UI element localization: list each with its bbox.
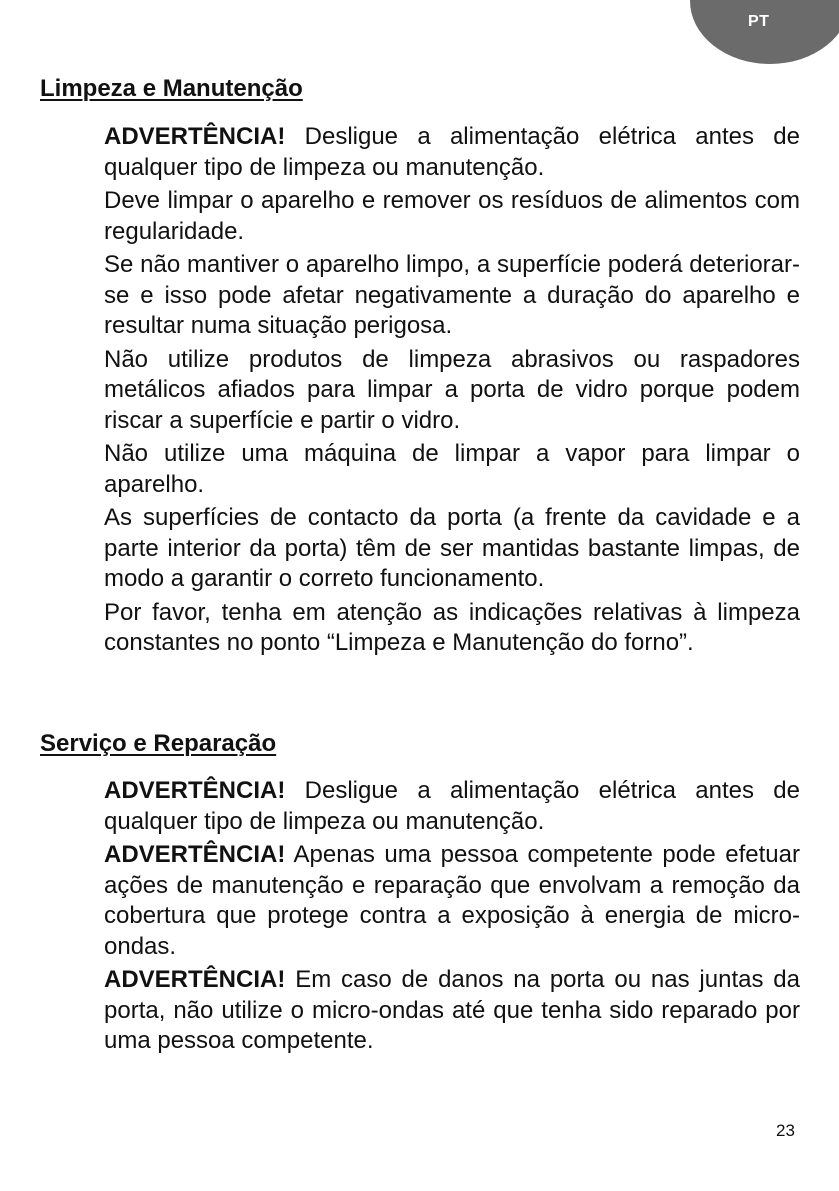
paragraph-text: Desligue a alimentação elétrica antes de qualquer tipo de limpeza ou manutenção.: [104, 777, 800, 835]
paragraph: [104, 345, 800, 437]
section-title-service: Serviço e Reparação: [40, 730, 277, 757]
paragraph: [104, 250, 800, 342]
paragraph: [104, 965, 800, 1057]
paragraph-text: Se não mantiver o aparelho limpo, a superfície poderá deteriorar-se e isso pode afetar negativamente a duração do aparelho e resultar numa situação perigosa.: [104, 251, 800, 339]
warning-label: ADVERTÊNCIA!: [104, 966, 286, 993]
paragraph: [104, 840, 800, 962]
paragraph-text: Por favor, tenha em atenção as indicações relativas à limpeza constantes no ponto “Limpeza e Manutenção do forno”.: [104, 598, 800, 656]
language-tab: [690, 0, 839, 64]
paragraph-text: Não utilize uma máquina de limpar a vapor para limpar o aparelho.: [104, 440, 800, 498]
cleaning-paragraphs: [104, 122, 800, 662]
language-label: PT: [748, 13, 770, 30]
paragraph: [104, 776, 800, 837]
section-title-cleaning: Limpeza e Manutenção: [40, 75, 303, 102]
paragraph-text: Não utilize produtos de limpeza abrasivos ou raspadores metálicos afiados para limpar a porta de vidro porque podem riscar a superfície e partir o vidro.: [104, 345, 800, 434]
paragraph: [104, 186, 800, 247]
warning-label: ADVERTÊNCIA!: [104, 777, 286, 804]
paragraph: [104, 598, 800, 659]
paragraph-text: Desligue a alimentação elétrica antes de qualquer tipo de limpeza ou manutenção.: [104, 123, 800, 181]
warning-label: ADVERTÊNCIA!: [104, 123, 286, 150]
paragraph: [104, 503, 800, 595]
page-number: 23: [776, 1121, 795, 1140]
warning-label: ADVERTÊNCIA!: [104, 841, 286, 868]
paragraph-text: Apenas uma pessoa competente pode efetuar ações de manutenção e reparação que envolvam a remoção da cobertura que protege contra a exposição à energia de micro-ondas.: [104, 841, 800, 960]
paragraph: [104, 439, 800, 500]
paragraph-text: Em caso de danos na porta ou nas juntas da porta, não utilize o micro-ondas até que tenha sido reparado por uma pessoa competente.: [104, 966, 800, 1054]
paragraph-text: Deve limpar o aparelho e remover os resíduos de alimentos com regularidade.: [104, 187, 800, 245]
paragraph: [104, 122, 800, 183]
service-paragraphs: [104, 776, 800, 1060]
paragraph-text: As superfícies de contacto da porta (a frente da cavidade e a parte interior da porta) têm de ser mantidas bastante limpas, de modo a garantir o correto funcionamento.: [104, 504, 800, 592]
